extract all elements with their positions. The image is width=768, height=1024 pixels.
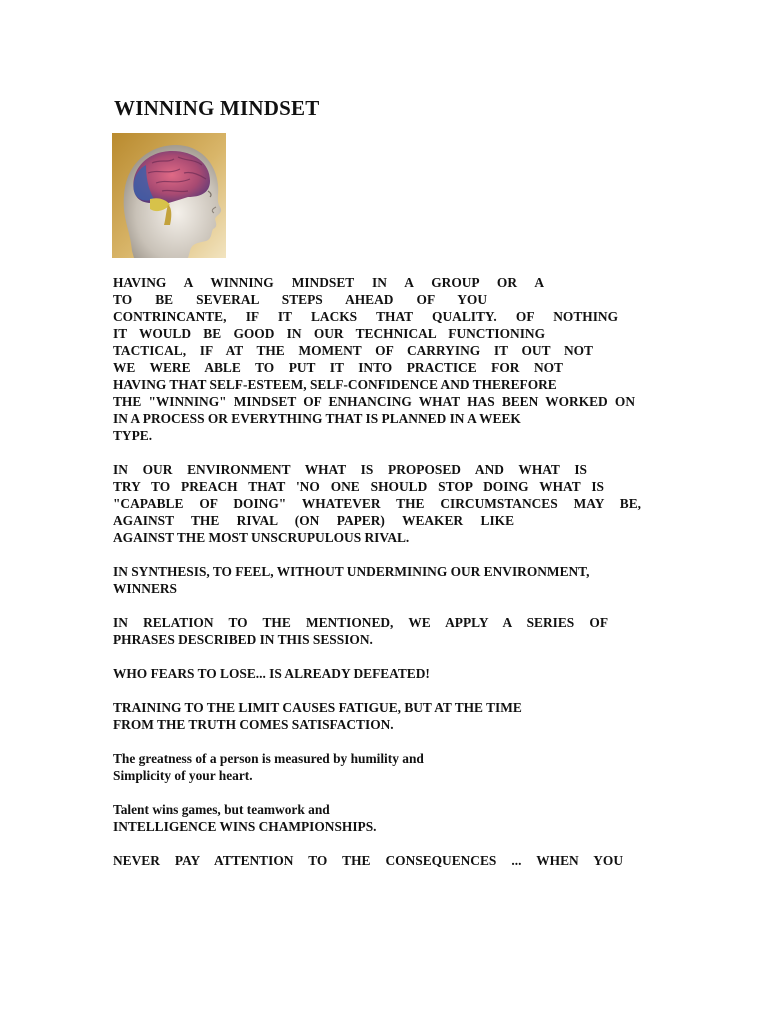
paragraph [113, 750, 643, 784]
text-line: CONTRINCANTE, IF IT LACKS THAT QUALITY. OF NOTHING [113, 309, 618, 324]
text-line: WINNERS [113, 581, 177, 596]
paragraph-gap [113, 835, 643, 852]
paragraph-gap [113, 733, 643, 750]
paragraph-gap [113, 444, 643, 461]
brain-head-illustration [112, 133, 226, 258]
text-line: IT WOULD BE GOOD IN OUR TECHNICAL FUNCTIONING [113, 326, 545, 341]
text-line: "CAPABLE OF DOING" WHATEVER THE CIRCUMSTANCES MAY BE, [113, 496, 641, 511]
paragraph [113, 461, 643, 546]
text-line: TO BE SEVERAL STEPS AHEAD OF YOU [113, 292, 487, 307]
paragraph-gap [113, 648, 643, 665]
text-line: Talent wins games, but teamwork and [113, 802, 330, 817]
paragraph [113, 614, 643, 648]
text-line: TACTICAL, IF AT THE MOMENT OF CARRYING IT OUT NOT [113, 343, 593, 358]
text-line: PHRASES DESCRIBED IN THIS SESSION. [113, 632, 373, 647]
text-line: FROM THE TRUTH COMES SATISFACTION. [113, 717, 394, 732]
text-line: TYPE. [113, 428, 153, 443]
text-line: Simplicity of your heart. [113, 768, 253, 783]
text-line: The greatness of a person is measured by humility and [113, 751, 424, 766]
text-line: AGAINST THE MOST UNSCRUPULOUS RIVAL. [113, 530, 410, 545]
text-line: HAVING A WINNING MINDSET IN A GROUP OR A [113, 275, 544, 290]
paragraph [113, 699, 643, 733]
paragraph-gap [113, 682, 643, 699]
text-line: TRAINING TO THE LIMIT CAUSES FATIGUE, BUT AT THE TIME [113, 700, 522, 715]
text-line: AGAINST THE RIVAL (ON PAPER) WEAKER LIKE [113, 513, 514, 528]
paragraph [113, 665, 643, 682]
text-line: NEVER PAY ATTENTION TO THE CONSEQUENCES ... WHEN YOU [113, 853, 623, 868]
text-line: INTELLIGENCE WINS CHAMPIONSHIPS. [113, 819, 377, 834]
text-line: IN SYNTHESIS, TO FEEL, WITHOUT UNDERMINING OUR ENVIRONMENT, [113, 564, 590, 579]
text-line: IN RELATION TO THE MENTIONED, WE APPLY A SERIES OF [113, 615, 608, 630]
text-line: TRY TO PREACH THAT 'NO ONE SHOULD STOP DOING WHAT IS [113, 479, 604, 494]
text-line: IN A PROCESS OR EVERYTHING THAT IS PLANNED IN A WEEK [113, 411, 521, 426]
paragraph [113, 563, 643, 597]
text-line: IN OUR ENVIRONMENT WHAT IS PROPOSED AND WHAT IS [113, 462, 587, 477]
paragraph-gap [113, 597, 643, 614]
paragraph [113, 801, 643, 835]
paragraph-gap [113, 784, 643, 801]
brain-head-icon [112, 133, 226, 258]
text-line: HAVING THAT SELF-ESTEEM, SELF-CONFIDENCE AND THEREFORE [113, 377, 557, 392]
page-title: WINNING MINDSET [114, 96, 320, 120]
paragraph [113, 852, 643, 869]
text-line: WE WERE ABLE TO PUT IT INTO PRACTICE FOR NOT [113, 360, 563, 375]
text-line: THE "WINNING" MINDSET OF ENHANCING WHAT HAS BEEN WORKED ON [113, 394, 635, 409]
text-line: WHO FEARS TO LOSE... IS ALREADY DEFEATED! [113, 666, 430, 681]
paragraph-gap [113, 546, 643, 563]
paragraph [113, 274, 643, 444]
document-body [113, 274, 643, 869]
